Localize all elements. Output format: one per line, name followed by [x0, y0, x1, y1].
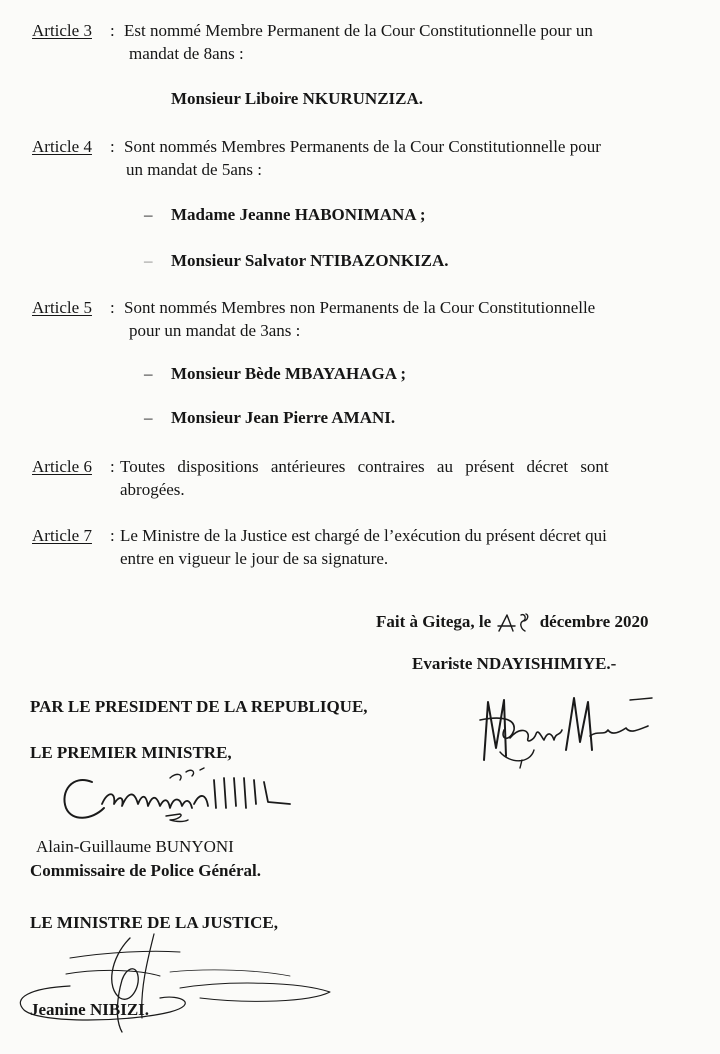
signing-place-date [376, 612, 648, 633]
article-5-label: Article 5 [32, 298, 92, 317]
article-6-label: Article 6 [32, 457, 92, 476]
article-3-colon: : [110, 21, 115, 40]
article-4-text-line-1: Sont nommés Membres Permanents de la Cour Constitutionnelle pour [124, 137, 601, 156]
signing-month-year: décembre 2020 [539, 612, 649, 631]
article-5-colon: : [110, 298, 115, 317]
appointee-name: Madame Jeanne HABONIMANA ; [171, 205, 426, 224]
article-7-text-line-2: entre en vigueur le jour de sa signature. [120, 549, 389, 568]
list-dash: – [144, 251, 153, 270]
article-7-colon: : [110, 526, 115, 545]
article-7-label: Article 7 [32, 526, 92, 545]
article-6-text-line-2: abrogées. [120, 480, 185, 499]
justice-minister-signature [10, 928, 350, 1038]
handwritten-day [495, 613, 535, 633]
list-dash: – [144, 408, 153, 427]
article-4-colon: : [110, 137, 115, 156]
article-7-text-line-1: Le Ministre de la Justice est chargé de l’exécution du présent décret qui [120, 526, 607, 545]
article-6-colon: : [110, 457, 115, 476]
appointee-name: Monsieur Bède MBAYAHAGA ; [171, 364, 407, 383]
by-president-heading: PAR LE PRESIDENT DE LA REPUBLIQUE, [30, 697, 368, 716]
article-5-text-line-2: pour un mandat de 3ans : [129, 321, 301, 340]
appointee-name: Monsieur Jean Pierre AMANI. [171, 408, 396, 427]
prime-minister-signature [58, 764, 318, 834]
prime-minister-name [36, 837, 234, 857]
president-name: Evariste NDAYISHIMIYE.- [412, 654, 617, 673]
article-3-label: Article 3 [32, 21, 92, 40]
appointee-name: Monsieur Salvator NTIBAZONKIZA. [171, 251, 449, 270]
appointee-name: Monsieur Liboire NKURUNZIZA. [171, 89, 424, 108]
list-dash: – [144, 364, 153, 383]
article-4-text-line-2: un mandat de 5ans : [126, 160, 262, 179]
handwritten-day-scribble [495, 611, 535, 633]
prime-minister-rank: Commissaire de Police Général. [30, 861, 262, 880]
article-6-text-line-1: Toutes dispositions antérieures contraires au présent décret sont [120, 457, 609, 476]
justice-minister-name: Jeanine NIBIZI. [30, 1000, 150, 1019]
article-4-label: Article 4 [32, 137, 92, 156]
justice-minister-title: LE MINISTRE DE LA JUSTICE, [30, 913, 278, 932]
article-3-text-line-1: Est nommé Membre Permanent de la Cour Constitutionnelle pour un [124, 21, 593, 40]
signing-place: Fait à Gitega, le [376, 612, 492, 631]
prime-minister-name-text: Alain-Guillaume BUNYONI [36, 837, 234, 856]
prime-minister-title: LE PREMIER MINISTRE, [30, 743, 232, 762]
president-signature [470, 690, 670, 770]
article-5-text-line-1: Sont nommés Membres non Permanents de la Cour Constitutionnelle [124, 298, 596, 317]
article-3-text-line-2: mandat de 8ans : [129, 44, 244, 63]
list-dash: – [144, 205, 153, 224]
